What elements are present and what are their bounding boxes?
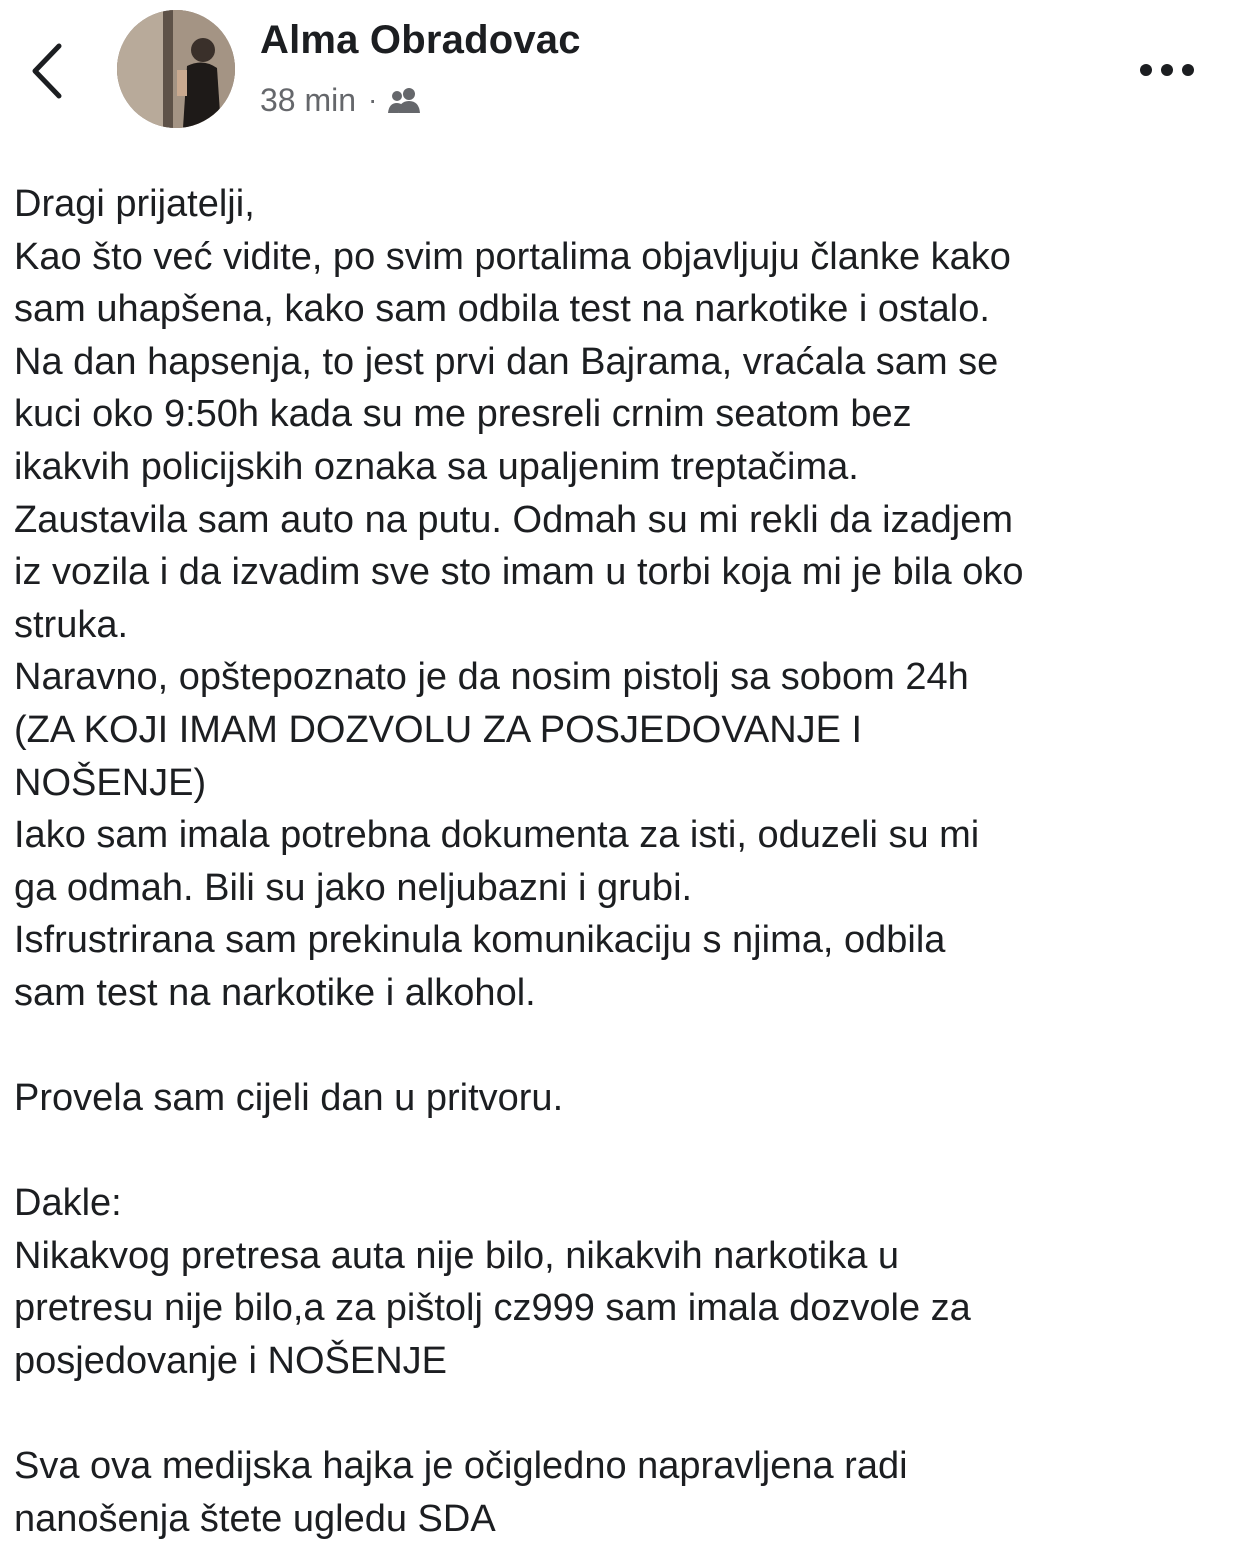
post-line: ga odmah. Bili su jako neljubazni i grubi. [14,866,693,909]
more-options-button[interactable] [1132,50,1202,90]
post-line: Zaustavila sam auto na putu. Odmah su mi rekli da izadjem [14,498,1014,541]
post-line: Sva ova medijska hajka je očigledno napravljena radi [14,1445,908,1488]
post-line: posjedovanje i NOŠENJE [14,1340,447,1383]
post-line: ikakvih policijskih oznaka sa upaljenim treptačima. [14,445,859,488]
post-time[interactable]: 38 min [260,81,357,118]
post-line: kuci oko 9:50h kada su me presreli crnim seatom bez [14,393,912,436]
post-meta [260,78,421,122]
post-line: Isfrustrirana sam prekinula komunikaciju s njima, odbila [14,919,946,962]
paragraph-break [14,1020,1224,1073]
paragraph-break [14,1125,1224,1178]
post-line: Kao što već vidite, po svim portalima objavljuju članke kako [14,235,1011,278]
author-name[interactable]: Alma Obradovac [260,18,581,62]
post-line: Naravno, opštepoznato je da nosim pistolj sa sobom 24h [14,656,969,699]
post-line: sam test na narkotike i alkohol. [14,971,536,1014]
post-line: struka. [14,603,129,646]
avatar[interactable] [117,10,235,128]
post-text [14,178,1224,1545]
post-line: Iako sam imala potrebna dokumenta za isti, oduzeli su mi [14,814,980,857]
meta-separator: · [368,84,378,115]
audience-button[interactable] [387,87,421,113]
post-line: sam uhapšena, kako sam odbila test na narkotike i ostalo. [14,288,990,331]
post-line: nanošenja štete ugledu SDA [14,1497,496,1540]
back-button[interactable] [22,36,72,106]
post-line: iz vozila i da izvadim sve sto imam u torbi koja mi je bila oko [14,551,1024,594]
post-line: Provela sam cijeli dan u pritvoru. [14,1077,564,1120]
chevron-left-icon [29,42,65,100]
post-line: pretresu nije bilo,a za pištolj cz999 sam imala dozvole za [14,1287,971,1330]
more-horizontal-icon [1137,63,1197,77]
post-line: Dragi prijatelji, [14,183,255,225]
post-line: NOŠENJE) [14,761,207,804]
avatar-photo [117,10,235,128]
post-header [0,0,1235,140]
post-line: Dakle: [14,1182,122,1225]
post-line: Na dan hapsenja, to jest prvi dan Bajrama, vraćala sam se [14,340,999,383]
friends-icon [387,87,421,113]
post-line: (ZA KOJI IMAM DOZVOLU ZA POSJEDOVANJE I [14,708,863,751]
post-line: Nikakvog pretresa auta nije bilo, nikakvih narkotika u [14,1234,900,1277]
paragraph-break [14,1388,1224,1441]
